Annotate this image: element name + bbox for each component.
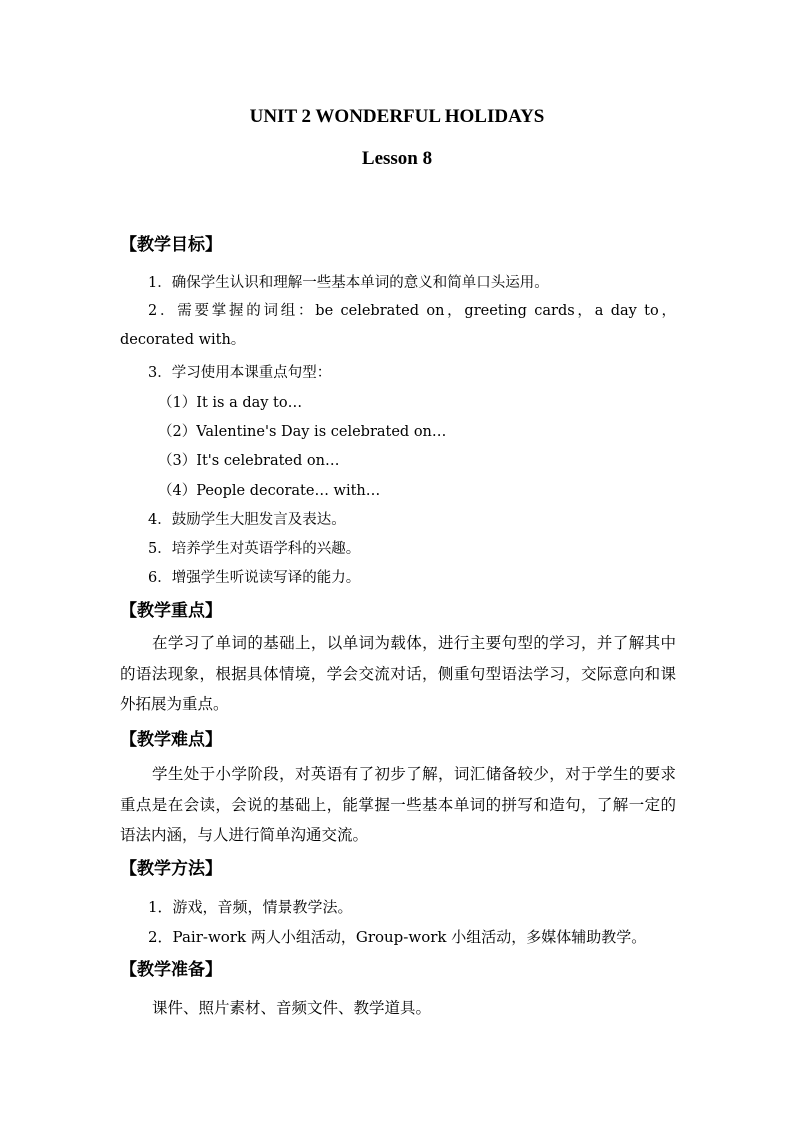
lesson-title: Lesson 8 — [361, 148, 433, 169]
difficulties-text: 学生处于小学阶段，对英语有了初步了解，词汇储备较少，对于学生的要求重点是在会读，会说的基础上，能掌握一些基本单词的拼写和造句，了解一定的语法内涵，与人进行简单沟通交流。 — [120, 765, 676, 844]
sentence-pattern: （2）Valentine's Day is celebrated on… — [158, 424, 447, 440]
sentence-pattern: （1）It is a day to… — [158, 395, 303, 411]
method-item: 1．游戏，音频，情景教学法。 — [148, 898, 353, 916]
sentence-pattern: （4）People decorate… with… — [158, 483, 381, 499]
key-points-heading: 【教学重点】 — [120, 601, 222, 621]
objective-item: 5．培养学生对英语学科的兴趣。 — [148, 541, 361, 557]
objective-item: 4．鼓励学生大胆发言及表达。 — [148, 512, 346, 528]
objectives-heading: 【教学目标】 — [120, 235, 222, 255]
document-title: UNIT 2 WONDERFUL HOLIDAYS — [249, 106, 545, 127]
preparation-heading: 【教学准备】 — [120, 960, 222, 980]
objective-item: 1．确保学生认识和理解一些基本单词的意义和简单口头运用。 — [148, 275, 549, 291]
preparation-text: 课件、照片素材、音频文件、教学道具。 — [152, 999, 432, 1017]
objective-item: 6．增强学生听说读写译的能力。 — [148, 570, 361, 586]
objective-item: 3．学习使用本课重点句型： — [148, 365, 332, 381]
key-points-text: 在学习了单词的基础上，以单词为载体，进行主要句型的学习，并了解其中的语法现象，根据具体情境，学会交流对话，侧重句型语法学习，交际意向和课外拓展为重点。 — [120, 634, 676, 713]
sentence-pattern: （3）It's celebrated on… — [158, 453, 340, 469]
difficulties-heading: 【教学难点】 — [120, 730, 222, 750]
method-item: 2．Pair-work 两人小组活动，Group-work 小组活动，多媒体辅助教学。 — [148, 928, 647, 946]
objective-item: 2．需要掌握的词组：be celebrated on，greeting cards，a day to， decorated with。 — [120, 303, 676, 348]
methods-heading: 【教学方法】 — [120, 859, 222, 879]
